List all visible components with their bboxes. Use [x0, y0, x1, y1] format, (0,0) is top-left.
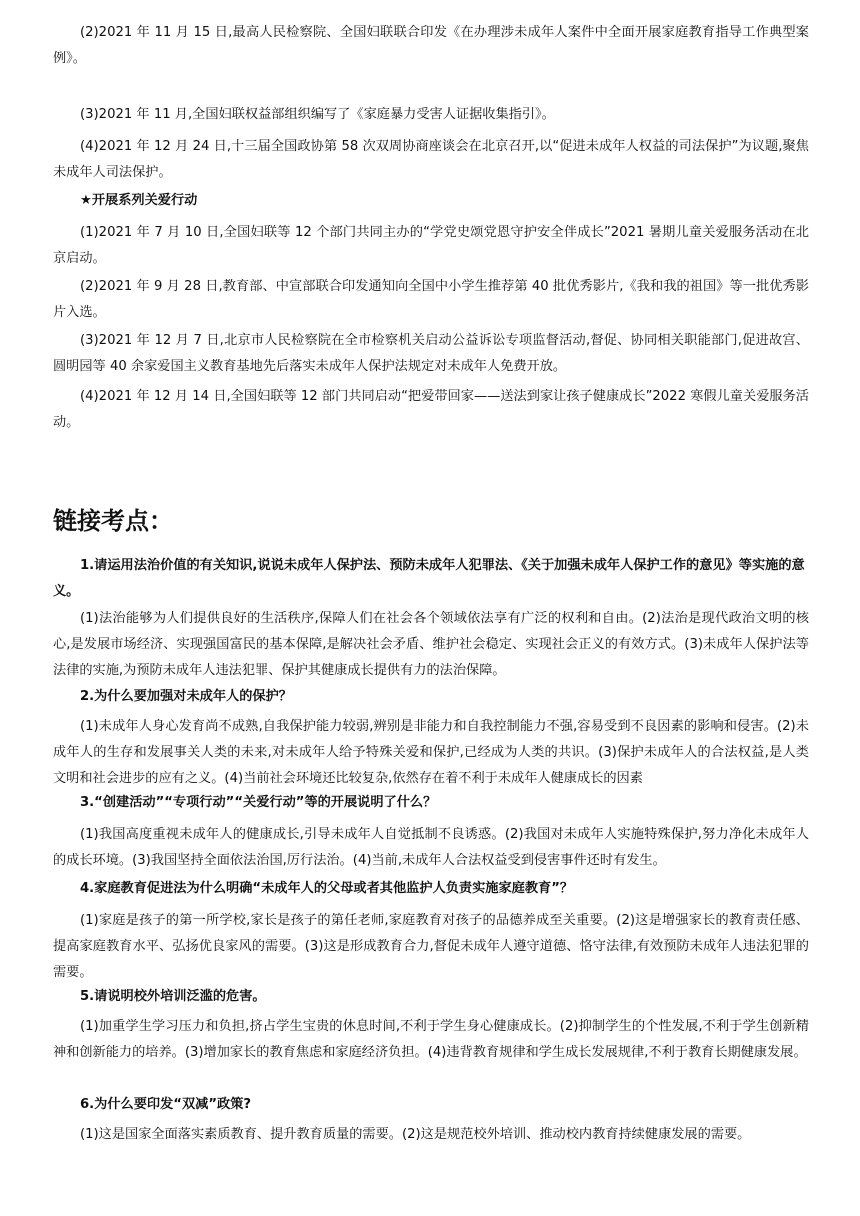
section-heading: ★开展系列关爱行动	[80, 193, 198, 208]
question-heading: 4.家庭教育促进法为什么明确“未成年人的父母或者其他监护人负责实施家庭教育”？	[80, 881, 574, 896]
question-heading: 2.为什么要加强对未成年人的保护？	[80, 689, 292, 704]
answer-paragraph: (1)我国高度重视未成年人的健康成长,引导未成年人自觉抵制不良诱惑。(2)我国对未成年人实施特殊保护,努力净化未成年人的成长环境。(3)我国坚持全面依法治国,厉行法治。(4)当前,未成年人合法权益受到侵害事件还时有发生。	[53, 827, 809, 868]
paragraph-item: (3)2021 年 11 月,全国妇联权益部组织编写了《家庭暴力受害人证据收集指引》。	[80, 107, 555, 122]
answer-paragraph: (1)未成年人身心发育尚不成熟,自我保护能力较弱,辨别是非能力和自我控制能力不强,容易受到不良因素的影响和侵害。(2)未成年人的生存和发展事关人类的未来,对未成年人给予特殊关爱和保护,已经成为人类的共识。(3)保护未成年人的合法权益,是人类文明和社会进步的应有之义。(4)当前社会环境还比较复杂,依然存在着不利于未成年人健康成长的因素	[53, 719, 809, 786]
page-title: 链接考点：	[53, 507, 173, 535]
question-heading: 6.为什么要印发“双减”政策?	[80, 1097, 252, 1112]
answer-paragraph: (1)法治能够为人们提供良好的生活秩序,保障人们在社会各个领域依法享有广泛的权利和自由。(2)法治是现代政治文明的核心,是发展市场经济、实现强国富民的基本保障,是解决社会矛盾、维护社会稳定、实现社会正义的有效方式。(3)未成年人保护法等法律的实施,为预防未成年人违法犯罪、保护其健康成长提供有力的法治保障。	[53, 611, 809, 678]
answer-paragraph: (1)家庭是孩子的第一所学校,家长是孩子的第任老师,家庭教育对孩子的品德养成至关重要。(2)这是增强家长的教育责任感、提高家庭教育水平、弘扬优良家风的需要。(3)这是形成教育合力,督促未成年人遵守道德、恪守法律,有效预防未成年人违法犯罪的需要。	[53, 913, 809, 980]
question-heading: 1.请运用法治价值的有关知识,说说未成年人保护法、预防未成年人犯罪法、《关于加强未成年人保护工作的意见》等实施的意义。	[53, 558, 805, 599]
answer-paragraph: (1)这是国家全面落实素质教育、提升教育质量的需要。(2)这是规范校外培训、推动校内教育持续健康发展的需要。	[80, 1127, 751, 1142]
answer-paragraph: (1)加重学生学习压力和负担,挤占学生宝贵的休息时间,不利于学生身心健康成长。(2)抑制学生的个性发展,不利于学生创新精神和创新能力的培养。(3)增加家长的教育焦虑和家庭经济负担。(4)违背教育规律和学生成长发展规律,不利于教育长期健康发展。	[53, 1019, 809, 1060]
paragraph-item: (3)2021 年 12 月 7 日,北京市人民检察院在全市检察机关启动公益诉讼专项监督活动,督促、协同相关职能部门,促进故宫、圆明园等 40 余家爱国主义教育基地先后落实未成年人保护法规定对未成年人免费开放。	[53, 333, 809, 374]
paragraph-item: (1)2021 年 7 月 10 日,全国妇联等 12 个部门共同主办的“学党史颂党恩守护安全伴成长”2021 暑期儿童关爱服务活动在北京启动。	[53, 225, 809, 266]
question-heading: 3.“创建活动”“专项行动”“关爱行动”等的开展说明了什么？	[80, 795, 437, 810]
paragraph-item: (2)2021 年 11 月 15 日,最高人民检察院、全国妇联联合印发《在办理涉未成年人案件中全面开展家庭教育指导工作典型案例》。	[53, 25, 809, 66]
paragraph-item: (4)2021 年 12 月 14 日,全国妇联等 12 部门共同启动“把爱带回家——送法到家让孩子健康成长”2022 寒假儿童关爱服务活动。	[53, 389, 809, 430]
paragraph-item: (4)2021 年 12 月 24 日,十三届全国政协第 58 次双周协商座谈会在北京召开,以“促进未成年人权益的司法保护”为议题,聚焦未成年人司法保护。	[53, 139, 809, 180]
question-heading: 5.请说明校外培训泛滥的危害。	[80, 989, 266, 1004]
paragraph-item: (2)2021 年 9 月 28 日,教育部、中宣部联合印发通知向全国中小学生推荐第 40 批优秀影片,《我和我的祖国》等一批优秀影片入选。	[53, 279, 809, 320]
